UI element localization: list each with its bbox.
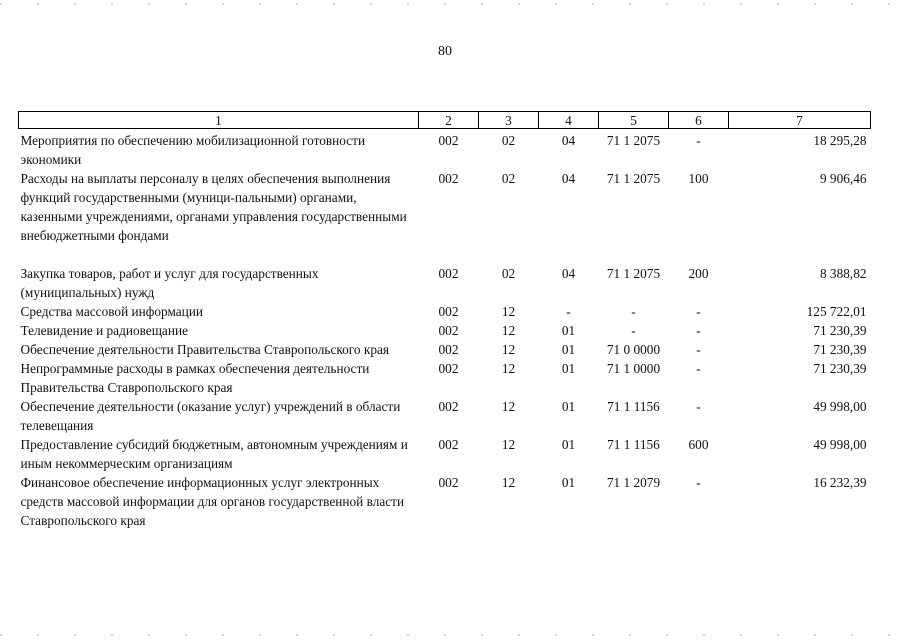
- row-amount: 18 295,28: [813, 133, 867, 148]
- table-row: [19, 302, 871, 321]
- row-subsection: 01: [561, 399, 576, 414]
- row-section: 12: [501, 437, 516, 452]
- row-expense-type: -: [696, 342, 701, 357]
- row-section: 02: [501, 171, 516, 186]
- row-name: Средства массовой информации: [20, 304, 204, 319]
- row-section: 12: [501, 399, 516, 414]
- row-expense-type: -: [696, 304, 701, 319]
- row-name: Обеспечение деятельности Правительства Ставропольского края: [20, 342, 389, 357]
- row-ministry-code: 002: [438, 342, 459, 357]
- row-target-article: 71 1 1156: [607, 399, 660, 414]
- header-col-6: 6: [669, 112, 729, 129]
- row-amount: 71 230,39: [813, 361, 867, 376]
- table-row: [19, 264, 871, 302]
- row-ministry-code: 002: [438, 437, 459, 452]
- row-section: 12: [501, 342, 516, 357]
- table-row: [19, 397, 871, 435]
- row-amount: 71 230,39: [813, 342, 867, 357]
- row-expense-type: -: [696, 361, 701, 376]
- table-row: [19, 169, 871, 264]
- row-ministry-code: 002: [438, 304, 459, 319]
- header-col-7: 7: [729, 112, 871, 129]
- row-ministry-code: 002: [438, 266, 459, 281]
- header-col-3: 3: [479, 112, 539, 129]
- row-amount: 125 722,01: [806, 304, 867, 319]
- row-expense-type: 200: [688, 266, 709, 281]
- header-row: [19, 112, 871, 129]
- top-scan-edge: [0, 3, 905, 5]
- row-name: Расходы на выплаты персоналу в целях обеспечения выполнения функций государственными (муници-пальными) органами, казенными учреждениями, органами управления государственными внебюджетными фондами: [20, 171, 407, 243]
- row-section: 02: [501, 266, 516, 281]
- row-section: 12: [501, 361, 516, 376]
- row-expense-type: 600: [688, 437, 709, 452]
- table-row: [19, 435, 871, 473]
- header-col-2: 2: [419, 112, 479, 129]
- row-target-article: 71 1 2075: [606, 266, 661, 281]
- row-name: Предоставление субсидий бюджетным, автономным учреждениям и иным некоммерческим организациям: [20, 437, 408, 471]
- row-amount: 71 230,39: [813, 323, 867, 338]
- table-row: [19, 321, 871, 340]
- row-section: 12: [501, 304, 516, 319]
- row-target-article: 71 1 2075: [606, 133, 661, 148]
- row-name: Закупка товаров, работ и услуг для государственных (муниципальных) нужд: [20, 266, 319, 300]
- row-subsection: 01: [561, 323, 576, 338]
- row-expense-type: -: [696, 133, 701, 148]
- row-name: Обеспечение деятельности (оказание услуг) учреждений в области телевещания: [20, 399, 401, 433]
- header-col-5: 5: [599, 112, 669, 129]
- table-row: [19, 473, 871, 530]
- row-amount: 16 232,39: [813, 475, 867, 490]
- row-subsection: 01: [561, 342, 576, 357]
- row-section: 02: [501, 133, 516, 148]
- row-ministry-code: 002: [438, 133, 459, 148]
- header-col-4: 4: [539, 112, 599, 129]
- row-expense-type: 100: [688, 171, 709, 186]
- row-name: Телевидение и радиовещание: [20, 323, 188, 338]
- page-number: 80: [438, 44, 452, 59]
- row-target-article: 71 1 0000: [606, 361, 661, 376]
- row-ministry-code: 002: [438, 399, 459, 414]
- row-subsection: 01: [561, 475, 576, 490]
- row-name: Финансовое обеспечение информационных услуг электронных средств массовой информации для органов государственной власти Ставропольского края: [20, 475, 405, 528]
- row-subsection: 01: [561, 361, 576, 376]
- table-row: [19, 340, 871, 359]
- row-section: 12: [501, 475, 516, 490]
- row-subsection: 04: [561, 266, 576, 281]
- row-subsection: 04: [561, 171, 576, 186]
- row-expense-type: -: [696, 399, 701, 414]
- row-target-article: 71 1 2079: [606, 475, 661, 490]
- row-ministry-code: 002: [438, 323, 459, 338]
- row-ministry-code: 002: [438, 171, 459, 186]
- row-subsection: 01: [561, 437, 576, 452]
- row-section: 12: [501, 323, 516, 338]
- bottom-scan-edge: [0, 634, 905, 636]
- row-name: Непрограммные расходы в рамках обеспечения деятельности Правительства Ставропольского края: [20, 361, 370, 395]
- row-target-article: 71 1 2075: [606, 171, 661, 186]
- row-ministry-code: 002: [438, 475, 459, 490]
- table-row: [19, 359, 871, 397]
- row-expense-type: -: [696, 323, 701, 338]
- budget-table: [18, 111, 871, 530]
- row-amount: 8 388,82: [819, 266, 867, 281]
- row-subsection: -: [566, 304, 571, 319]
- header-col-1: 1: [19, 112, 419, 129]
- row-amount: 49 998,00: [813, 399, 867, 414]
- row-name: Мероприятия по обеспечению мобилизационной готовности экономики: [20, 133, 366, 167]
- row-target-article: -: [631, 304, 636, 319]
- row-amount: 9 906,46: [819, 171, 867, 186]
- row-expense-type: -: [696, 475, 701, 490]
- row-subsection: 04: [561, 133, 576, 148]
- row-amount: 49 998,00: [813, 437, 867, 452]
- table-row: [19, 129, 871, 170]
- row-target-article: 71 1 1156: [607, 437, 660, 452]
- row-ministry-code: 002: [438, 361, 459, 376]
- row-target-article: -: [631, 323, 636, 338]
- row-target-article: 71 0 0000: [606, 342, 661, 357]
